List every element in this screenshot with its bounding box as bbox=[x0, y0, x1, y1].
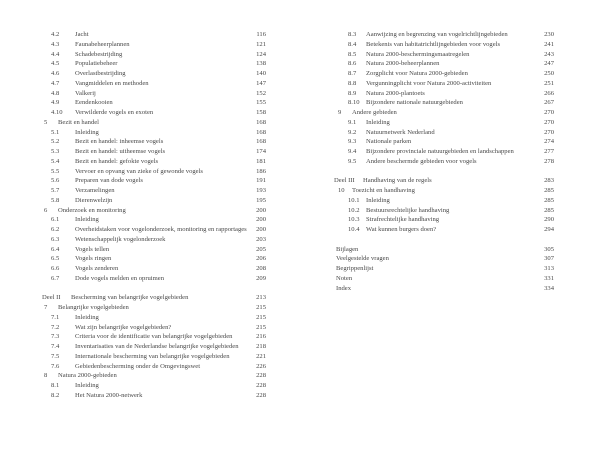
toc-entry-page: 230 bbox=[544, 31, 554, 38]
toc-entry-title: Jacht bbox=[75, 31, 89, 38]
toc-entry-title: Begrippenlijst bbox=[336, 265, 374, 272]
toc-entry-number: 10.2 bbox=[348, 206, 360, 214]
toc-entry-title: Vangmiddelen en methoden bbox=[75, 79, 149, 87]
toc-section-entry bbox=[42, 323, 266, 333]
toc-section-entry bbox=[334, 89, 554, 99]
toc-entry-number: 5.2 bbox=[51, 138, 60, 146]
toc-section-entry bbox=[334, 215, 554, 225]
toc-entry-page: 294 bbox=[544, 226, 554, 233]
toc-entry-title: Bezit en handel bbox=[58, 118, 100, 126]
toc-entry-number: 6.4 bbox=[51, 245, 60, 253]
toc-entry-page: 152 bbox=[256, 89, 266, 97]
toc-entry-number: 8.3 bbox=[348, 31, 357, 38]
toc-entry-page: 168 bbox=[256, 138, 266, 146]
toc-entry-page: 228 bbox=[256, 382, 266, 389]
toc-entry-number: 8 bbox=[44, 372, 48, 380]
toc-entry-page: 285 bbox=[544, 187, 554, 194]
toc-entry-title: Eendenkooien bbox=[75, 99, 113, 107]
toc-entry-page: 215 bbox=[256, 323, 266, 331]
toc-entry-page: 270 bbox=[544, 128, 554, 136]
toc-entry-page: 200 bbox=[256, 206, 266, 214]
toc-entry-page: 193 bbox=[256, 187, 266, 194]
toc-entry-number: 6.7 bbox=[51, 274, 60, 282]
toc-section-entry bbox=[334, 79, 554, 89]
toc-entry-page: 116 bbox=[256, 31, 266, 38]
toc-entry-page: 247 bbox=[544, 60, 554, 68]
toc-section-entry bbox=[334, 59, 554, 69]
toc-section-entry bbox=[42, 245, 266, 255]
toc-section-entry bbox=[42, 352, 266, 362]
toc-entry-number: 6.5 bbox=[51, 255, 60, 263]
toc-entry-page: 195 bbox=[256, 196, 266, 204]
toc-backmatter-entry bbox=[334, 284, 554, 294]
toc-entry-page: 155 bbox=[256, 99, 266, 107]
toc-entry-title: Populatiebeheer bbox=[75, 60, 118, 68]
toc-entry-page: 140 bbox=[256, 70, 266, 77]
toc-entry-title: Inventarisaties van de Nederlandse belangrijke vogelgebieden bbox=[75, 343, 239, 350]
toc-chapter-entry bbox=[42, 371, 266, 381]
toc-section-entry bbox=[42, 176, 266, 186]
toc-entry-page: 313 bbox=[544, 265, 554, 272]
toc-entry-page: 200 bbox=[256, 216, 266, 224]
toc-entry-page: 290 bbox=[544, 216, 554, 224]
toc-entry-title: Strafrechtelijke handhaving bbox=[366, 216, 440, 224]
toc-section-entry bbox=[42, 50, 266, 60]
toc-entry-page: 186 bbox=[256, 167, 266, 175]
toc-section-entry bbox=[42, 313, 266, 323]
toc-entry-title: Natura 2000-beschermingsmaatregelen bbox=[366, 50, 470, 58]
toc-entry-number: 5.1 bbox=[51, 128, 60, 136]
toc-entry-number: 9.4 bbox=[348, 148, 357, 155]
toc-entry-title: Veelgestelde vragen bbox=[336, 255, 389, 263]
toc-section-entry bbox=[334, 30, 554, 40]
toc-entry-page: 274 bbox=[544, 138, 554, 146]
toc-backmatter-entry bbox=[334, 254, 554, 264]
toc-section-entry bbox=[334, 118, 554, 128]
toc-entry-number: 4.3 bbox=[51, 40, 60, 48]
toc-section-entry bbox=[42, 108, 266, 118]
toc-entry-title: Bezit en handel: gefokte vogels bbox=[75, 157, 159, 165]
toc-entry-title: Bestuursrechtelijke handhaving bbox=[366, 206, 450, 214]
toc-section-entry bbox=[42, 128, 266, 138]
toc-entry-page: 206 bbox=[256, 255, 266, 263]
toc-section-entry bbox=[42, 167, 266, 177]
toc-section-entry bbox=[334, 206, 554, 216]
toc-section-entry bbox=[42, 332, 266, 342]
toc-entry-title: Overheidstaken voor vogelonderzoek, monitoring en rapportages bbox=[75, 226, 247, 233]
toc-entry-page: 226 bbox=[256, 362, 266, 370]
toc-entry-number: 7.3 bbox=[51, 333, 60, 341]
toc-section-entry bbox=[334, 69, 554, 79]
toc-entry-number: 4.7 bbox=[51, 79, 60, 87]
toc-entry-page: 241 bbox=[544, 40, 554, 48]
toc-entry-title: Aanwijzing en begrenzing van vogelrichtlijngebieden bbox=[366, 31, 508, 38]
toc-backmatter-entry bbox=[334, 245, 554, 255]
toc-entry-title: Bijzondere provinciale natuurgebieden en landschappen bbox=[366, 148, 514, 155]
toc-entry-number: Deel II bbox=[42, 294, 61, 302]
toc-entry-page: 307 bbox=[544, 255, 554, 263]
toc-section-entry bbox=[334, 147, 554, 157]
toc-entry-title: Verwilderde vogels en exoten bbox=[75, 109, 154, 116]
toc-section-entry bbox=[42, 30, 266, 40]
toc-entry-page: 243 bbox=[544, 50, 554, 58]
toc-entry-title: Vervoer en opvang van zieke of gewonde vogels bbox=[75, 167, 203, 175]
toc-entry-page: 277 bbox=[544, 148, 554, 155]
toc-entry-number: 10 bbox=[338, 187, 345, 194]
toc-entry-number: 10.1 bbox=[348, 196, 360, 204]
toc-entry-number: 4.8 bbox=[51, 89, 60, 97]
toc-entry-page: 334 bbox=[544, 284, 554, 292]
toc-entry-title: Inleiding bbox=[75, 382, 99, 389]
toc-entry-page: 191 bbox=[256, 177, 266, 185]
toc-spacer bbox=[334, 235, 554, 245]
toc-entry-title: Schadebestrijding bbox=[75, 50, 123, 58]
toc-entry-page: 283 bbox=[544, 177, 554, 185]
toc-section-entry bbox=[334, 225, 554, 235]
toc-section-entry bbox=[42, 274, 266, 284]
toc-chapter-entry bbox=[42, 303, 266, 313]
toc-entry-title: Inleiding bbox=[75, 128, 99, 136]
toc-entry-page: 205 bbox=[256, 245, 266, 253]
toc-section-entry bbox=[42, 381, 266, 391]
toc-entry-number: Deel III bbox=[334, 177, 355, 185]
toc-entry-title: Zorgplicht voor Natura 2000-gebieden bbox=[366, 70, 468, 77]
toc-entry-number: 8.10 bbox=[348, 99, 360, 107]
toc-entry-number: 8.2 bbox=[51, 391, 60, 399]
toc-entry-number: 6.1 bbox=[51, 216, 60, 224]
toc-entry-title: Natura 2000-beheerplannen bbox=[366, 60, 440, 68]
toc-entry-page: 208 bbox=[256, 265, 266, 272]
toc-section-entry bbox=[42, 342, 266, 352]
toc-entry-title: Noten bbox=[336, 274, 353, 282]
toc-entry-number: 6.6 bbox=[51, 265, 60, 272]
toc-entry-number: 8.1 bbox=[51, 382, 60, 389]
toc-chapter-entry bbox=[334, 108, 554, 118]
toc-entry-title: Valkerij bbox=[75, 89, 96, 97]
toc-entry-page: 218 bbox=[256, 343, 266, 350]
toc-entry-page: 266 bbox=[544, 89, 554, 97]
toc-entry-number: 4.2 bbox=[51, 31, 60, 38]
toc-entry-number: 8.9 bbox=[348, 89, 357, 97]
toc-section-entry bbox=[42, 264, 266, 274]
toc-entry-page: 285 bbox=[544, 196, 554, 204]
toc-entry-title: Dode vogels melden en opruimen bbox=[75, 274, 164, 282]
toc-entry-number: 4.6 bbox=[51, 70, 60, 77]
toc-entry-number: 7.5 bbox=[51, 352, 60, 360]
toc-spacer bbox=[334, 167, 554, 177]
toc-section-entry bbox=[42, 196, 266, 206]
toc-section-entry bbox=[42, 147, 266, 157]
toc-entry-page: 278 bbox=[544, 157, 554, 165]
toc-entry-title: Inleiding bbox=[75, 216, 99, 224]
toc-section-entry bbox=[334, 50, 554, 60]
toc-entry-number: 10.3 bbox=[348, 216, 360, 224]
toc-entry-page: 228 bbox=[256, 372, 266, 380]
toc-entry-number: 9 bbox=[338, 109, 342, 116]
toc-entry-number: 6 bbox=[44, 206, 48, 214]
toc-entry-title: Natura 2000-plantoets bbox=[366, 89, 425, 97]
toc-entry-number: 5 bbox=[44, 118, 48, 126]
toc-entry-page: 267 bbox=[544, 99, 554, 107]
toc-entry-title: Bijlagen bbox=[336, 245, 359, 253]
toc-entry-page: 168 bbox=[256, 128, 266, 136]
toc-section-entry bbox=[42, 98, 266, 108]
toc-section-entry bbox=[42, 69, 266, 79]
toc-entry-page: 221 bbox=[256, 352, 266, 360]
toc-entry-page: 285 bbox=[544, 206, 554, 214]
toc-entry-number: 4.9 bbox=[51, 99, 60, 107]
toc-entry-title: Vergunningplicht voor Natura 2000-activiteiten bbox=[366, 79, 492, 87]
toc-entry-page: 181 bbox=[256, 157, 266, 165]
toc-entry-number: 8.7 bbox=[348, 70, 357, 77]
toc-section-entry bbox=[42, 137, 266, 147]
toc-entry-title: Vogels tellen bbox=[75, 245, 110, 253]
toc-entry-number: 8.8 bbox=[348, 79, 357, 87]
toc-section-entry bbox=[42, 89, 266, 99]
toc-entry-number: 7.1 bbox=[51, 313, 60, 321]
toc-section-entry bbox=[334, 40, 554, 50]
toc-entry-page: 203 bbox=[256, 235, 266, 243]
toc-entry-title: Betekenis van habitatrichtlijngebieden voor vogels bbox=[366, 40, 501, 48]
toc-entry-title: Internationale bescherming van belangrijke vogelgebieden bbox=[75, 352, 230, 360]
toc-section-entry bbox=[42, 254, 266, 264]
toc-entry-number: 9.3 bbox=[348, 138, 357, 146]
toc-chapter-entry bbox=[42, 206, 266, 216]
toc-entry-number: 4.4 bbox=[51, 50, 60, 58]
toc-entry-title: Bezit en handel: uitheemse vogels bbox=[75, 148, 166, 155]
toc-entry-number: 5.5 bbox=[51, 167, 60, 175]
toc-entry-number: 5.7 bbox=[51, 187, 60, 194]
toc-entry-title: Andere beschermde gebieden voor vogels bbox=[366, 157, 477, 165]
toc-entry-page: 250 bbox=[544, 70, 554, 77]
toc-entry-number: 8.6 bbox=[348, 60, 357, 68]
toc-entry-title: Inleiding bbox=[366, 118, 390, 126]
toc-section-entry bbox=[42, 157, 266, 167]
toc-chapter-entry bbox=[334, 186, 554, 196]
toc-entry-number: 7.6 bbox=[51, 362, 60, 370]
toc-entry-number: 5.4 bbox=[51, 157, 60, 165]
toc-entry-number: 6.3 bbox=[51, 235, 60, 243]
toc-entry-title: Wat kunnen burgers doen? bbox=[366, 226, 437, 233]
toc-entry-number: 4.10 bbox=[51, 109, 63, 116]
toc-section-entry bbox=[334, 98, 554, 108]
toc-entry-page: 138 bbox=[256, 60, 266, 68]
toc-right-column bbox=[334, 30, 554, 293]
toc-entry-page: 209 bbox=[256, 274, 266, 282]
toc-section-entry bbox=[334, 137, 554, 147]
toc-entry-number: 9.2 bbox=[348, 128, 357, 136]
toc-section-entry bbox=[42, 391, 266, 401]
toc-entry-number: 7 bbox=[44, 304, 48, 311]
toc-entry-number: 4.5 bbox=[51, 60, 60, 68]
toc-entry-title: Belangrijke vogelgebieden bbox=[58, 304, 129, 311]
toc-entry-number: 10.4 bbox=[348, 226, 360, 233]
toc-section-entry bbox=[42, 186, 266, 196]
toc-entry-number: 8.4 bbox=[348, 40, 357, 48]
toc-entry-page: 305 bbox=[544, 245, 554, 253]
toc-section-entry bbox=[42, 362, 266, 372]
toc-entry-title: Bescherming van belangrijke vogelgebieden bbox=[71, 294, 189, 302]
toc-entry-title: Bijzondere nationale natuurgebieden bbox=[366, 99, 463, 107]
toc-backmatter-entry bbox=[334, 274, 554, 284]
toc-entry-page: 251 bbox=[544, 79, 554, 87]
toc-section-entry bbox=[42, 79, 266, 89]
toc-entry-title: Index bbox=[336, 284, 352, 292]
toc-part-heading bbox=[334, 176, 554, 186]
toc-entry-page: 270 bbox=[544, 109, 554, 116]
toc-section-entry bbox=[334, 128, 554, 138]
toc-entry-title: Toezicht en handhaving bbox=[352, 187, 415, 194]
toc-entry-title: Inleiding bbox=[366, 196, 390, 204]
toc-section-entry bbox=[334, 157, 554, 167]
toc-part-heading bbox=[42, 293, 266, 303]
toc-entry-number: 7.2 bbox=[51, 323, 60, 331]
toc-section-entry bbox=[334, 196, 554, 206]
toc-entry-title: Preparen van dode vogels bbox=[75, 177, 143, 185]
toc-entry-title: Natuurnetwerk Nederland bbox=[366, 128, 435, 136]
toc-entry-page: 168 bbox=[256, 118, 266, 126]
toc-chapter-entry bbox=[42, 118, 266, 128]
toc-entry-page: 270 bbox=[544, 118, 554, 126]
toc-entry-page: 331 bbox=[544, 274, 554, 282]
toc-entry-page: 147 bbox=[256, 79, 266, 87]
toc-entry-title: Het Natura 2000-netwerk bbox=[75, 391, 143, 399]
toc-backmatter-entry bbox=[334, 264, 554, 274]
toc-entry-title: Andere gebieden bbox=[352, 109, 397, 116]
toc-left-column bbox=[42, 30, 266, 401]
toc-entry-page: 124 bbox=[256, 50, 266, 58]
toc-entry-title: Inleiding bbox=[75, 313, 99, 321]
toc-entry-number: 8.5 bbox=[348, 50, 357, 58]
toc-entry-title: Dierenwelzijn bbox=[75, 196, 113, 204]
toc-entry-number: 5.6 bbox=[51, 177, 60, 185]
toc-entry-page: 213 bbox=[256, 294, 266, 302]
toc-entry-title: Verzamelingen bbox=[75, 187, 115, 194]
toc-entry-title: Vogels ringen bbox=[75, 255, 112, 263]
toc-entry-title: Wat zijn belangrijke vogelgebieden? bbox=[75, 323, 172, 331]
toc-entry-page: 121 bbox=[256, 40, 266, 48]
toc-entry-number: 5.3 bbox=[51, 148, 60, 155]
toc-entry-number: 9.1 bbox=[348, 118, 357, 126]
toc-section-entry bbox=[42, 225, 266, 235]
toc-entry-title: Wetenschappelijk vogelonderzoek bbox=[75, 235, 166, 243]
toc-entry-page: 215 bbox=[256, 304, 266, 311]
toc-entry-page: 158 bbox=[256, 109, 266, 116]
toc-entry-title: Onderzoek en monitoring bbox=[58, 206, 126, 214]
toc-entry-title: Nationale parken bbox=[366, 138, 412, 146]
toc-entry-page: 228 bbox=[256, 391, 266, 399]
toc-section-entry bbox=[42, 215, 266, 225]
toc-entry-page: 216 bbox=[256, 333, 266, 341]
toc-entry-title: Handhaving van de regels bbox=[363, 177, 432, 185]
toc-section-entry bbox=[42, 235, 266, 245]
toc-entry-title: Criteria voor de identificatie van belangrijke vogelgebieden bbox=[75, 333, 233, 341]
toc-entry-page: 215 bbox=[256, 313, 266, 321]
toc-entry-title: Faunabeheerplannen bbox=[75, 40, 130, 48]
toc-entry-number: 6.2 bbox=[51, 226, 60, 233]
toc-entry-number: 7.4 bbox=[51, 343, 60, 350]
toc-section-entry bbox=[42, 40, 266, 50]
toc-entry-number: 5.8 bbox=[51, 196, 60, 204]
toc-entry-page: 174 bbox=[256, 148, 266, 155]
toc-spacer bbox=[42, 284, 266, 294]
toc-entry-title: Overlastbestrijding bbox=[75, 70, 126, 77]
toc-section-entry bbox=[42, 59, 266, 69]
toc-entry-title: Vogels zenderen bbox=[75, 265, 119, 272]
toc-entry-title: Natura 2000-gebieden bbox=[58, 372, 117, 380]
toc-entry-title: Gebiedenbescherming onder de Omgevingswet bbox=[75, 362, 201, 370]
toc-entry-page: 200 bbox=[256, 226, 266, 233]
toc-entry-title: Bezit en handel: inheemse vogels bbox=[75, 138, 164, 146]
toc-entry-number: 9.5 bbox=[348, 157, 357, 165]
